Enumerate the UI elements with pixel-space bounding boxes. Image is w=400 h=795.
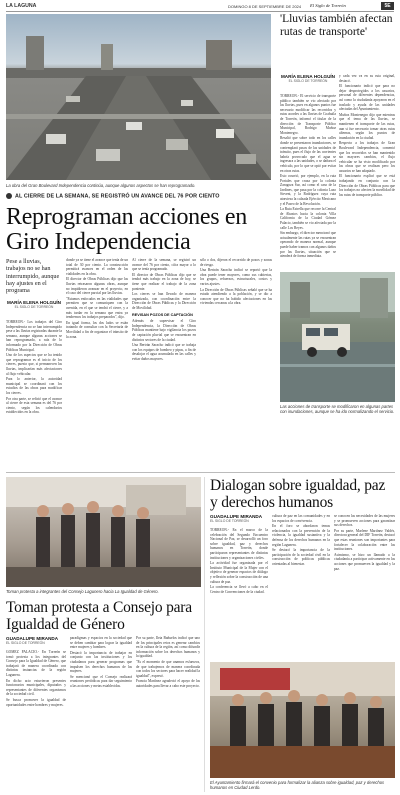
dialog-outlet: EL SIGLO DE TORREÓN: [210, 519, 249, 524]
page-header: [6, 2, 394, 12]
dialog-c1-p1: TORREÓN.- En el marco de la celebración del Segundo Encuentro Nacional de Paz, se desarrolló un foro sobre igualdad, paz y derechos humanos en Torreón, donde participaron representantes de distintas instituciones y organizaciones civiles.: [210, 528, 268, 560]
ceremony-scene: [6, 477, 201, 587]
dialog-byline: [210, 514, 270, 523]
dialog-col-3: [334, 514, 395, 658]
column-divider: [204, 477, 205, 792]
equality-c1-p1: GÓMEZ PALACIO.- En Torreón se tomó protesta a los integrantes del Consejo para la Igualdad de Género, que trabajará de manera coordinada con distintas instancias de la región Lagunera.: [6, 650, 66, 677]
main-c4-p1: sólo o dos, dijeron el recorrido de pozos y zonas de riesgo.: [200, 258, 272, 267]
main-c3-p1: Al cierre de la semana, se registró un avance del 76 por ciento, cifra mayor a lo que se tenía programado.: [132, 258, 196, 272]
dialog-photo: [210, 662, 395, 778]
middle-photo-caption: Las acciones de transporte se modificaron en algunas partes con inundaciones, aunque se ha ido normalizando el servicio.: [280, 404, 395, 414]
main-c1-p3: Para lo anterior, la autoridad municipal se coordinará con los estudios de las obras para modificar los cierres.: [6, 377, 62, 395]
sidebar-c2-p4: Respecto a los trabajos de Gran Boulevard Independencia, comentó que los recorridos se han mantenido sin mayores cambios, el flujo vehicular se ha visto modificado por las obras que se realizan pero los usuarios se han adaptado.: [339, 141, 395, 173]
equality-headline: Toman protesta a Consejo para Igualdad de Género: [6, 599, 192, 633]
highway-scene: [6, 14, 271, 180]
main-kicker-text: AL CIERRE DE LA SEMANA, SE REGISTRÓ UN AVANCE DEL 76 POR CIENTO: [15, 193, 220, 200]
equality-col-3: [136, 636, 200, 790]
sidebar-c2-p2: El funcionario indicó que para no dejar desprotegidos a los usuarios, personal de diferentes dependencias, así como la ciudadanía apoyaron en el traslado y ayuda de las unidades afectadas del Ayuntamiento.: [339, 84, 395, 112]
equality-c1-p3: Se busca promover la igualdad de oportunidades entre hombres y mujeres.: [6, 697, 66, 707]
sidebar-p1: TORREÓN.- El servicio de transporte público también se vio afectado por las lluvias, pues en algunos puntos fue necesario modificar las recorridos y rutas acordes a las lluvias de Coahuila de Torreón, informó el titular de la dirección de Transporte Público Municipal, Rodrigo Muñoz Montenegro.: [280, 94, 336, 135]
equality-c1-p2: En dicho acto estuvieron presentes funcionarios municipales, diputados y representantes de diferentes organismos de la sociedad civil.: [6, 678, 66, 697]
dialog-c2-p2: En el foro se abordaron temas relacionados con la prevención de la violencia, la igualdad sustantiva y la defensa de los derechos humanos en la región Lagunera.: [272, 524, 330, 547]
page-badge: 5E: [381, 2, 394, 10]
section-divider: [6, 472, 395, 473]
header-date: DOMINGO 8 DE SEPTIEMBRE DE 2024: [228, 3, 302, 9]
dialog-headline: Dialogan sobre igualdad, paz y derechos humanos: [210, 477, 386, 511]
dialog-c3-p3: Asimismo, se hizo un llamado a la ciudadanía a participar activamente en las acciones que promueven la igualdad y la paz.: [334, 552, 395, 571]
equality-c3-p2: "Es el momento de que unamos esfuerzos, de que trabajemos de manera coordinada con todos los sectores para hacer realidad la igualdad", expresó.: [136, 659, 200, 678]
dialog-col-1: [210, 528, 268, 658]
equality-col-2: [70, 636, 132, 790]
main-c1-p4: Por otra parte, se refirió que el avance al cierre de esta semana es del 76 por ciento, según los calendarios establecidos en la obra.: [6, 396, 62, 415]
main-author: MARÍA ELENA HOLGUÍN: [6, 300, 62, 305]
sidebar-col-1: [280, 94, 336, 269]
dialog-c2-p1: cultura de paz en las comunidades y en los espacios de convivencia.: [272, 514, 330, 523]
main-c1-p1: TORREÓN.- Los trabajos del Giro Independencia no se han interrumpido pese a las lluvias registradas durante la semana, aunque algunas acciones se han reprogramado, a raíz de lo informado por la Dirección de Obras Públicas Municipal.: [6, 320, 62, 352]
sidebar-c2-p5: El funcionario explicó que se está trabajando en conjunto con la Dirección de Obras Públicas para que los trabajos no afecten la movilidad de las rutas de transporte público.: [339, 174, 395, 197]
main-c1-p2: Uno de los aspectos que se ha tenido que reprogramar es el inicio de los cierres, puesto que, si permanecen las lluvias, implicarían más afectaciones al flujo vehicular.: [6, 353, 62, 376]
equality-c2-p2: Destacó la importancia de trabajar en conjunto con las instituciones y los ciudadanos para generar programas que impulsen los derechos humanos de las mujeres.: [70, 650, 132, 674]
equality-author: GUADALUPE MIRANDA: [6, 636, 59, 641]
kicker-bullet-icon: [6, 193, 12, 199]
sidebar-byline: [280, 74, 336, 83]
paper-name: El Siglo de Torreón: [310, 3, 346, 8]
sidebar-p4: La Ruta Estrella que recorre la Central de Abastos hacia la colonia Villa California de la Ciudad Gómez Palacio, también se vio afectada por la calle Los Reyes.: [280, 207, 336, 230]
sidebar-outlet: EL SIGLO DE TORREÓN: [288, 79, 328, 84]
sidebar-c2-p1: y cada vez va en su ruta original, destacó.: [339, 74, 395, 83]
sidebar-headline: 'Lluvias también afectan rutas de transporte': [280, 13, 393, 38]
main-col-1: [6, 320, 62, 485]
main-c2-p3: "Estamos enfocados en las vialidades que permiten que se comuniquen con la avenida, en el que se tendrá el cierre, y a más tardar en la semana que entra ya tendremos los trabajos preparados", dijo.: [66, 296, 128, 320]
section-label: LA LAGUNA: [6, 3, 37, 9]
main-col-2: [66, 258, 128, 468]
equality-photo-caption: Toman protesta a integrantes del Consejo Lagunero hacia La Igualdad de Género.: [6, 589, 159, 594]
flood-scene: [280, 272, 395, 402]
signing-scene: [210, 662, 395, 778]
equality-outlet: EL SIGLO DE TORREÓN: [6, 641, 45, 646]
top-photo: [6, 14, 271, 180]
main-c4-p2: Una Bertrán Saracho indicó se reportó que la obra puede tener mayores, como sus cubiertas, los grupos, refuerzos, estructurales, costos y varios ajustes.: [200, 268, 272, 286]
main-subhead: REVISAN POZOS DE CAPTACIÓN: [132, 312, 193, 317]
dialog-c2-p3: Se destacó la importancia de la participación de la sociedad civil en la construcción de políticas públicas orientadas al bienestar.: [272, 548, 330, 566]
equality-col-1: [6, 650, 66, 790]
dialog-col-2: [272, 514, 330, 658]
main-c2-p2: El director de Obras Públicas dijo que las lluvias retrasaron algunas obras, aunque no impidieron avanzar en el proyecto, en el caso del cierre parcial por las lluvias.: [66, 277, 128, 296]
equality-c3-p1: Por su parte, Ileia Bañuelos indicó que uno de los principales retos es generar cambios en la cultura de la región, así como difundir información sobre los derechos humanos y la igualdad.: [136, 636, 200, 659]
main-kicker: [6, 193, 271, 199]
main-c3-p3: Los cierres se han llevado de manera organizada, con coordinación entre la Dirección de Obras Públicas y la Dirección de Movilidad.: [132, 292, 196, 310]
sidebar-c2-p3: Muñoz Montenegro dijo que mientras que el tema de las lluvias, se mantienen el transporte de las rutas, aun si fue necesario tomar otras rutas alternas, según los puntos de inundación en la ciudad.: [339, 112, 395, 140]
equality-c3-p3: Francia Martínez agradeció el apoyo de las autoridades para llevar a cabo este proyecto.: [136, 679, 200, 688]
sidebar-p3: Esto ocurrió, por ejemplo, en la ruta Portales que cruza por la colonia Zaragoza Sur, así como el caso de la Jardines, que pasa por la colonia Lazo Sirvent, y la Rodríguez cuya ruta atraviesa la calzada Ejército Mexicano y el Paseo de la Revolución.: [280, 174, 336, 206]
main-deck: Pese a lluvias, trabajos no se han interrumpido, aunque hay ajustes en el programa: [6, 258, 60, 295]
main-c2-p4: En igual forma, los dos lados se están tratando de consultar con la Secretaría de Movilidad a fin de organizar el tránsito de la zona.: [66, 320, 128, 339]
main-headline: Reprograman acciones en Giro Independencia: [6, 204, 247, 255]
main-col-4: [200, 258, 272, 468]
dialog-c1-p3: La conferencia se llevó a cabo en el Centro de Convenciones de la ciudad.: [210, 585, 268, 594]
dialog-photo-caption: El Ayuntamiento firmará el convenio para formalizar la alianza sobre igualdad, paz y derechos humanos en Ciudad Lerdo.: [210, 780, 385, 790]
equality-byline: [6, 636, 66, 645]
dialog-author: GUADALUPE MIRANDA: [210, 514, 263, 519]
dialog-c1-p2: La actividad fue organizada por el Instituto Municipal de la Mujer con el objetivo de generar espacios de diálogo y reflexión sobre la construcción de una cultura de paz.: [210, 561, 268, 584]
dialog-c3-p1: se conocen las necesidades de las mujeres y se promueven acciones para garantizar sus derechos.: [334, 514, 395, 528]
main-outlet: EL SIGLO DE TORREÓN: [14, 305, 54, 310]
main-byline: [6, 300, 62, 309]
main-c2-p1: donde ya se tiene el avance que tenía de un total de 30 por ciento. La construcción permitirá avances en el orden de las vialidades en la obra.: [66, 258, 128, 276]
sidebar-col-2: [339, 74, 395, 269]
sidebar-p5: Sin embargo, el director mencionó que actualmente las rutas ya se encuentran operando de manera normal, aunque puede haber tramos con algunos daños por las lluvias, situación que se atenderá de forma inmediata.: [280, 231, 336, 259]
sidebar-author: MARÍA ELENA HOLGUÍN: [280, 74, 336, 79]
sidebar-p2: Resaltó que sobre todo en los calles donde se presentaron inundaciones, se contemplará pasos de las unidades de tránsito, pues el flujo de las corrientes habría provocado que el agua se ingresara a las unidades, o se dañara el vehículo, por lo que se optó por evitar en otras rutas.: [280, 136, 336, 173]
dialog-c3-p2: Por su parte, Marlene Martínez Valdés, directora general del DIF Torreón, destacó que estas reuniones son importantes para fortalecer la colaboración entre las instituciones.: [334, 528, 395, 552]
main-c3-p2: El director de Obras Públicas dijo que se tendrá más trabajo en la zona de hoy, se tiene que realizar el trabajo de la zona poniente.: [132, 272, 196, 291]
equality-c2-p3: Se mencionó que el Consejo realizará reuniones periódicas para dar seguimiento a las acciones y metas establecidas.: [70, 674, 132, 688]
top-photo-caption: La obra del Gran Boulevard Independencia continúa, aunque algunos aspectos se han reprogramado.: [6, 183, 196, 188]
equality-photo: [6, 477, 201, 587]
main-c3b-p1: Además de supervisar el Giro Independencia, la Dirección de Obras Públicas mantiene bajo vigilancia los pozos de captación pluvial que se encuentran en distintos sectores de la ciudad.: [132, 319, 196, 342]
main-col-3: [132, 258, 196, 468]
main-c4-p3: La Dirección de Obras Públicas señaló que se ha estado atendiendo a la población, y se dio a conocer que no ha habido afectaciones en las viviendas cercanas a la obra.: [200, 287, 272, 306]
main-c3b-p2: Una Bertrán Saracho indicó que se trabaja con los equipos de bombeo y pipas, a fin de desalojar el agua acumulada en las calles y evitar daños mayores.: [132, 343, 196, 361]
equality-c2-p1: paradigmas y espacios en la sociedad que se deben cambiar para lograr la igualdad entre mujeres y hombres.: [70, 636, 132, 650]
middle-photo: [280, 272, 395, 402]
